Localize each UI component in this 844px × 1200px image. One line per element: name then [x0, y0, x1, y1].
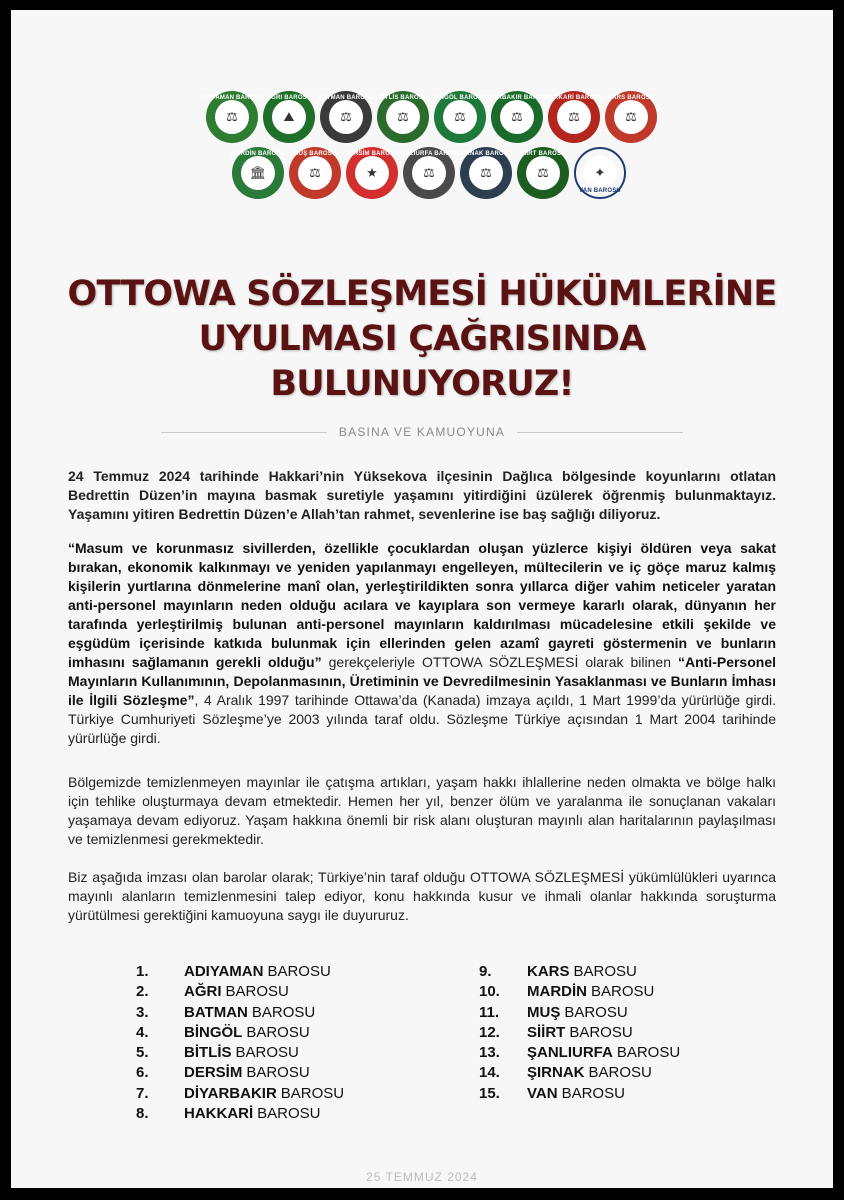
signatory-number: 13. — [479, 1044, 500, 1062]
bar-logos-row-1 — [200, 91, 657, 143]
bar-logo-text: VAN BAROSU — [579, 188, 621, 194]
signatory-suffix: BAROSU — [569, 1023, 633, 1041]
bar-logo-text: ADIYAMAN BAROSU — [200, 95, 264, 101]
signatory-suffix: BAROSU — [235, 1044, 299, 1062]
signatory-item — [136, 1084, 344, 1104]
diyarbakir-bar-logo — [482, 91, 552, 143]
scale-icon: ★ — [355, 156, 389, 190]
bar-logo-text: HAKKARİ BAROSU — [544, 95, 604, 101]
signatory-name: DERSİM — [184, 1064, 243, 1082]
signatory-number: 7. — [136, 1084, 149, 1102]
signatory-name: BİTLİS — [184, 1044, 232, 1062]
signatory-item — [136, 1003, 344, 1023]
signatory-suffix: BAROSU — [280, 1084, 345, 1102]
signatory-name: KARS — [527, 963, 570, 980]
scale-icon: ⚖ — [557, 100, 591, 134]
scale-icon: ⚖ — [526, 156, 560, 190]
kars-bar-logo — [605, 91, 657, 143]
title-line-3: BULUNUYORUZ! — [270, 364, 574, 404]
signatory-number: 6. — [136, 1064, 149, 1082]
scale-icon: ⚖ — [298, 156, 332, 190]
signatory-suffix: BAROSU — [267, 963, 331, 980]
signatory-number: 11. — [479, 1003, 500, 1021]
signatory-name: MARDİN — [527, 983, 587, 1001]
signatory-suffix: BAROSU — [225, 983, 289, 1001]
signatory-suffix: BAROSU — [246, 1064, 310, 1082]
signatory-name: HAKKARİ — [184, 1105, 254, 1123]
mus-bar-logo — [289, 147, 341, 199]
document-date: 25 TEMMUZ 2024 — [366, 1170, 478, 1184]
paragraph-3: Bölgemizde temizlenmeyen mayınlar ile çatışma artıkları, yaşam hakkı ihlallerine neden olmakta ve bölge halkı için tehlike oluşturmaya devam etmektedir. Hemen her yıl, benzer ölüm ve yaralanma ile sonuçlanan vakaları yaşamaya devam ediyoruz. Yaşam hakkına önemli bir risk alanı oluşturan mayınlı alan haritalarının paylaşılması ve temizlenmesi gerekmektedir. — [68, 774, 776, 847]
bitlis-bar-logo — [377, 91, 429, 143]
signatory-suffix: BAROSU — [588, 1064, 652, 1082]
bar-logo-text: MARDİN BAROSU — [230, 151, 286, 157]
scale-icon: ⚖ — [443, 100, 477, 134]
scale-icon: ⚖ — [215, 100, 249, 134]
bingol-bar-logo — [434, 91, 486, 143]
signatory-item — [479, 1084, 680, 1104]
signatory-item — [479, 962, 680, 982]
signatory-item — [136, 982, 344, 1002]
signatory-item — [136, 1023, 344, 1043]
signatory-item — [136, 962, 344, 982]
signatory-item — [136, 1104, 344, 1124]
bar-logo-text: ŞANLIURFA BAROSU — [396, 151, 462, 157]
signatory-suffix: BAROSU — [591, 983, 655, 1001]
signatory-item — [479, 1003, 680, 1023]
subtitle: BASINA VE KAMUOYUNA — [338, 425, 506, 439]
signatory-name: DİYARBAKIR — [184, 1084, 277, 1102]
adiyaman-bar-logo — [200, 91, 264, 143]
scale-icon: ⚖ — [412, 156, 446, 190]
bar-logo-text: AĞRI BAROSU — [266, 95, 312, 101]
signatory-name: ŞANLIURFA — [527, 1044, 613, 1062]
document-title — [11, 272, 833, 407]
signatory-item — [479, 982, 680, 1002]
signatory-name: MUŞ — [527, 1003, 561, 1021]
title-line-2: UYULMASI ÇAĞRISINDA — [198, 319, 646, 359]
paragraph-2-quote: “Masum ve korunmasız sivillerden, özellikle çocuklardan oluşan yüzlerce kişiyi öldüren veya sakat bırakan, ekonomik kalkınmayı ve yeniden yapılanmayı engelleyen, mültecilerin ve iç göçe maruz kalmış kişilerin yurtlarına dönmelerine manî olan, yerleştirildikten sonra yıllarca diğer vahim neticeler yaratan anti-personel mayınların neden olduğu acılara ve kayıplara son vermeye kararlı olarak, dünyanın her tarafında yerleştirilmiş bulunan anti-personel mayınların kaldırılması mücadelesine etkili şekilde ve eşgüdüm içerisinde katkıda bulunmak için ellerinden gelen azamî gayreti göstermenin ve bunların imhasını sağlamanın gerekli olduğu” — [68, 540, 776, 670]
batman-bar-logo — [320, 91, 372, 143]
paragraph-2 — [68, 539, 776, 748]
signatory-number: 4. — [136, 1023, 149, 1041]
signatory-suffix: BAROSU — [251, 1003, 316, 1021]
signatory-suffix: BAROSU — [616, 1044, 681, 1062]
signatory-name: SİİRT — [527, 1023, 566, 1041]
signatory-number: 3. — [136, 1003, 149, 1021]
signatory-number: 5. — [136, 1044, 149, 1062]
signatory-name: AĞRI — [184, 983, 222, 1001]
dersim-bar-logo — [346, 147, 398, 199]
signatory-number: 2. — [136, 983, 149, 1001]
paragraph-1: 24 Temmuz 2024 tarihinde Hakkari’nin Yüksekova ilçesinin Dağlıca bölgesinde koyunlarını otlatan Bedrettin Düzen’in mayına basmak suretiyle yaşamını yitirdiğini üzülerek öğrenmiş bulunmaktayız. Yaşamını yitiren Bedrettin Düzen’e Allah’tan rahmet, sevenlerine ise baş sağlığı diliyoruz. — [68, 468, 776, 522]
bar-logo-text: BİTLİS BAROSU — [378, 95, 428, 101]
bar-logos-row-2 — [232, 147, 626, 199]
mardin-bar-logo — [232, 147, 284, 199]
bar-logo-text: ŞIRNAK BAROSU — [459, 151, 513, 157]
scale-icon: ⚖ — [500, 100, 534, 134]
sanliurfa-bar-logo — [396, 147, 462, 199]
agri-bar-logo — [263, 91, 315, 143]
signatory-suffix: BAROSU — [257, 1105, 321, 1123]
signatory-item — [479, 1023, 680, 1043]
signatory-number: 14. — [479, 1064, 500, 1082]
bar-logo-text: SİİRT BAROSU — [520, 151, 566, 157]
sirnak-bar-logo — [460, 147, 512, 199]
scale-icon: ⚖ — [469, 156, 503, 190]
signatories-list-left — [136, 962, 344, 1124]
signatory-name: ŞIRNAK — [527, 1064, 585, 1082]
paragraph-4: Biz aşağıda imzası olan barolar olarak; Türkiye’nin taraf olduğu OTTOWA SÖZLEŞMESİ yükümlülükleri uyarınca mayınlı alanların temizlenmesini talep ediyor, konu hakkında kusur ve ihmali olanlar hakkında soruşturma yürütülmesi gerektiğini kamuoyuna saygı ile duyururuz. — [68, 869, 776, 923]
signatory-number: 10. — [479, 983, 500, 1001]
signatory-name: VAN — [527, 1084, 558, 1102]
signatory-name: BATMAN — [184, 1003, 248, 1021]
signatory-suffix: BAROSU — [564, 1003, 628, 1021]
van-bar-logo — [574, 147, 626, 199]
signatory-item — [479, 1063, 680, 1083]
subtitle-divider — [161, 424, 683, 440]
bar-logo-text: KARS BAROSU — [607, 95, 655, 101]
bar-logo-text: BATMAN BAROSU — [318, 95, 374, 101]
signatory-suffix: BAROSU — [246, 1023, 310, 1041]
signatory-item — [479, 1043, 680, 1063]
scale-icon: 🏛 — [241, 156, 275, 190]
signatory-number: 15. — [479, 1084, 500, 1102]
scale-icon: ⛰ — [272, 100, 306, 134]
scale-icon: ⚖ — [329, 100, 363, 134]
siirt-bar-logo — [517, 147, 569, 199]
title-line-1: OTTOWA SÖZLEŞMESİ HÜKÜMLERİNE — [67, 274, 777, 314]
signatory-suffix: BAROSU — [561, 1084, 625, 1102]
scale-icon: ⚖ — [614, 100, 648, 134]
scale-icon: ⚖ — [386, 100, 420, 134]
signatory-number: 1. — [136, 963, 149, 980]
signatory-item — [136, 1063, 344, 1083]
signatory-name: BİNGÖL — [184, 1023, 243, 1041]
bar-logo-text: MUŞ BAROSU — [293, 151, 337, 157]
paragraph-2-treaty: “Anti-Personel Mayınların Kullanımının, Depolanmasının, Üretiminin ve Devredilmesinin Yasaklanması ve Bunların İmhası ile İlgili Sözleşme” — [68, 654, 776, 708]
signatory-suffix: BAROSU — [573, 963, 637, 980]
paragraph-2-end: , 4 Aralık 1997 tarihinde Ottawa’da (Kanada) imzaya açıldı, 1 Mart 1999’da yürürlüğe girdi. Türkiye Cumhuriyeti Sözleşme’ye 2003 yılında taraf oldu. Sözleşme Türkiye açısından 1 Mart 2004 tarihinde yürürlüğe girdi. — [68, 692, 777, 746]
bar-logo-text: BİNGÖL BAROSU — [433, 95, 487, 101]
signatory-number: 9. — [479, 963, 492, 980]
paragraph-2-middle: gerekçeleriyle OTTOWA SÖZLEŞMESİ olarak bilinen — [321, 654, 678, 670]
bar-logo-text: DERSİM BAROSU — [345, 151, 399, 157]
signatories-list-right — [479, 962, 680, 1104]
signatory-name: ADIYAMAN — [184, 963, 264, 980]
hakkari-bar-logo — [544, 91, 604, 143]
signatory-item — [136, 1043, 344, 1063]
scale-icon: ✦ — [583, 156, 617, 190]
document-page — [11, 10, 833, 1188]
signatory-number: 12. — [479, 1023, 500, 1041]
bar-logo-text: DİYARBAKIR BAROSU — [482, 95, 552, 101]
signatory-number: 8. — [136, 1105, 149, 1123]
